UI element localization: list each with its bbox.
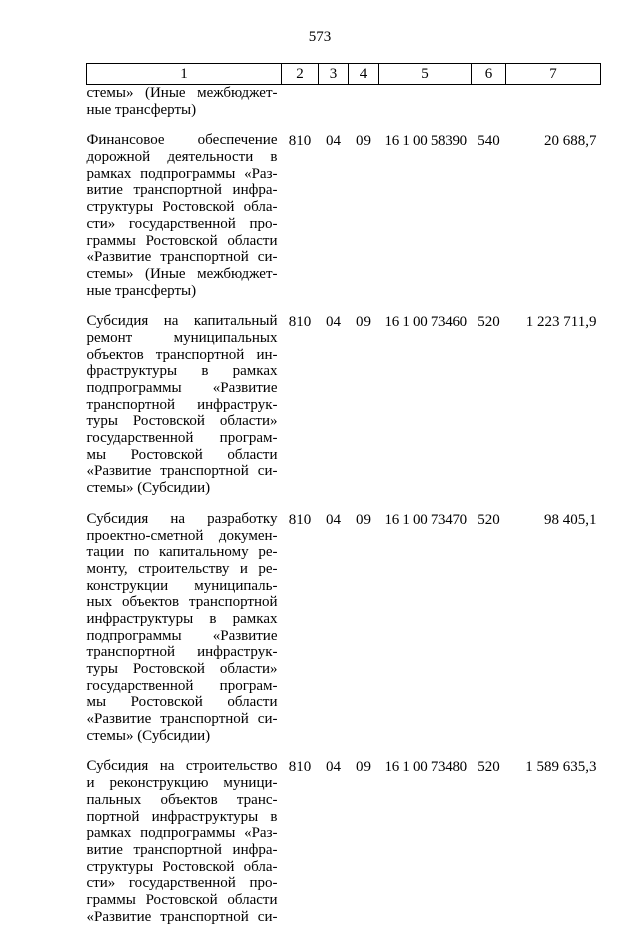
expense-type-code: 540 [477, 133, 500, 150]
description-line: стемы» (Субсидии) [86, 727, 211, 744]
column-header-2: 2 [282, 64, 319, 85]
section-code: 04 [326, 133, 341, 150]
table-row [87, 132, 601, 299]
description-line: портной инфраструктуры в [86, 808, 278, 825]
description-line: «Развитие транспортной си- [86, 908, 278, 925]
description-line: рамках подпрограммы «Раз- [86, 825, 278, 842]
description-line: подпрограммы «Развитие [86, 627, 278, 644]
description-line: туры Ростовской области» [86, 413, 278, 430]
table-row [87, 313, 601, 497]
description-line: витие транспортной инфра- [86, 841, 278, 858]
continuation-row [87, 85, 601, 119]
row-description [87, 313, 282, 497]
ministry-code: 810 [288, 314, 312, 331]
table-row [87, 758, 601, 925]
amount-value: 98 405,1 [544, 511, 597, 528]
column-number-header-row [87, 64, 601, 85]
column-header-4: 4 [349, 64, 379, 85]
description-line: Субсидия на капитальный [86, 313, 278, 330]
description-line: структуры Ростовской обла- [86, 199, 278, 216]
description-line: конструкции муниципаль- [86, 577, 278, 594]
column-header-6: 6 [472, 64, 506, 85]
description-line: подпрограммы «Развитие [86, 380, 278, 396]
description-line: ные трансферты) [86, 282, 197, 299]
description-line: стемы» (Субсидии) [86, 480, 211, 497]
section-code: 04 [326, 314, 341, 331]
description-line: ремонт муниципальных [86, 329, 278, 346]
column-header-5: 5 [379, 64, 472, 85]
description-line: мы Ростовской области [86, 694, 278, 711]
row-description [87, 511, 282, 745]
row-description [87, 132, 282, 299]
description-line: сти» государственной про- [86, 215, 278, 232]
subsection-code: 09 [356, 511, 371, 528]
section-code: 04 [326, 759, 341, 776]
description-line: проектно-сметной докумен- [86, 527, 278, 544]
description-line: Финансовое обеспечение [86, 132, 278, 149]
column-header-7: 7 [506, 64, 601, 85]
description-line: Субсидия на разработку [86, 510, 278, 527]
description-line: монту, строительству и ре- [86, 560, 278, 577]
amount-value: 20 688,7 [544, 133, 597, 150]
description-line: государственной програм- [86, 677, 278, 694]
amount-value: 1 223 711,9 [525, 314, 597, 331]
description-line: витие транспортной инфра- [86, 182, 278, 199]
row-description [87, 758, 282, 925]
description-line: ные трансферты) [86, 101, 197, 118]
description-line: граммы Ростовской области [86, 232, 278, 249]
description-line: «Развитие транспортной си- [86, 711, 278, 728]
description-line: фраструктуры в рамках [86, 363, 278, 380]
description-line: государственной програм- [86, 430, 278, 447]
subsection-code: 09 [356, 759, 371, 776]
amount-value: 1 589 635,3 [525, 759, 597, 776]
target-article-code: 16 1 00 73470 [384, 511, 467, 528]
description-line: Субсидия на строительство [86, 758, 278, 775]
expense-type-code: 520 [477, 511, 500, 528]
subsection-code: 09 [356, 314, 371, 331]
description-line: мы Ростовской области [86, 446, 278, 463]
description-line: дорожной деятельности в [86, 149, 278, 166]
subsection-code: 09 [356, 133, 371, 150]
description-line: объектов транспортной ин- [86, 346, 278, 363]
description-line: рамках подпрограммы «Раз- [86, 165, 278, 182]
description-line: «Развитие транспортной си- [86, 463, 278, 480]
budget-table [86, 63, 601, 925]
page-number: 573 [308, 29, 332, 45]
ministry-code: 810 [288, 511, 312, 528]
description-line: стемы» (Иные межбюджет- [86, 265, 278, 282]
column-header-3: 3 [319, 64, 349, 85]
target-article-code: 16 1 00 73480 [384, 759, 467, 776]
target-article-code: 16 1 00 73460 [384, 314, 467, 331]
target-article-code: 16 1 00 58390 [384, 133, 467, 150]
description-line: структуры Ростовской обла- [86, 858, 278, 875]
description-line: и реконструкцию муници- [86, 775, 278, 792]
description-line: стемы» (Иные межбюджет- [86, 85, 278, 101]
description-line: «Развитие транспортной си- [86, 249, 278, 266]
description-line: граммы Ростовской области [86, 891, 278, 908]
ministry-code: 810 [288, 133, 312, 150]
description-line: тации по капитальному ре- [86, 544, 278, 561]
table-row [87, 511, 601, 745]
expense-type-code: 520 [477, 759, 500, 776]
description-line: транспортной инфраструк- [86, 644, 278, 661]
description-line: транспортной инфраструк- [86, 396, 278, 413]
section-code: 04 [326, 511, 341, 528]
description-line: пальных объектов транс- [86, 791, 278, 808]
description-line: туры Ростовской области» [86, 661, 278, 677]
ministry-code: 810 [288, 759, 312, 776]
description-line: сти» государственной про- [86, 875, 278, 892]
continuation-description [87, 85, 282, 119]
description-line: инфраструктуры в рамках [86, 610, 278, 627]
description-line: ных объектов транспортной [86, 594, 278, 611]
expense-type-code: 520 [477, 314, 500, 331]
column-header-1: 1 [87, 64, 282, 85]
